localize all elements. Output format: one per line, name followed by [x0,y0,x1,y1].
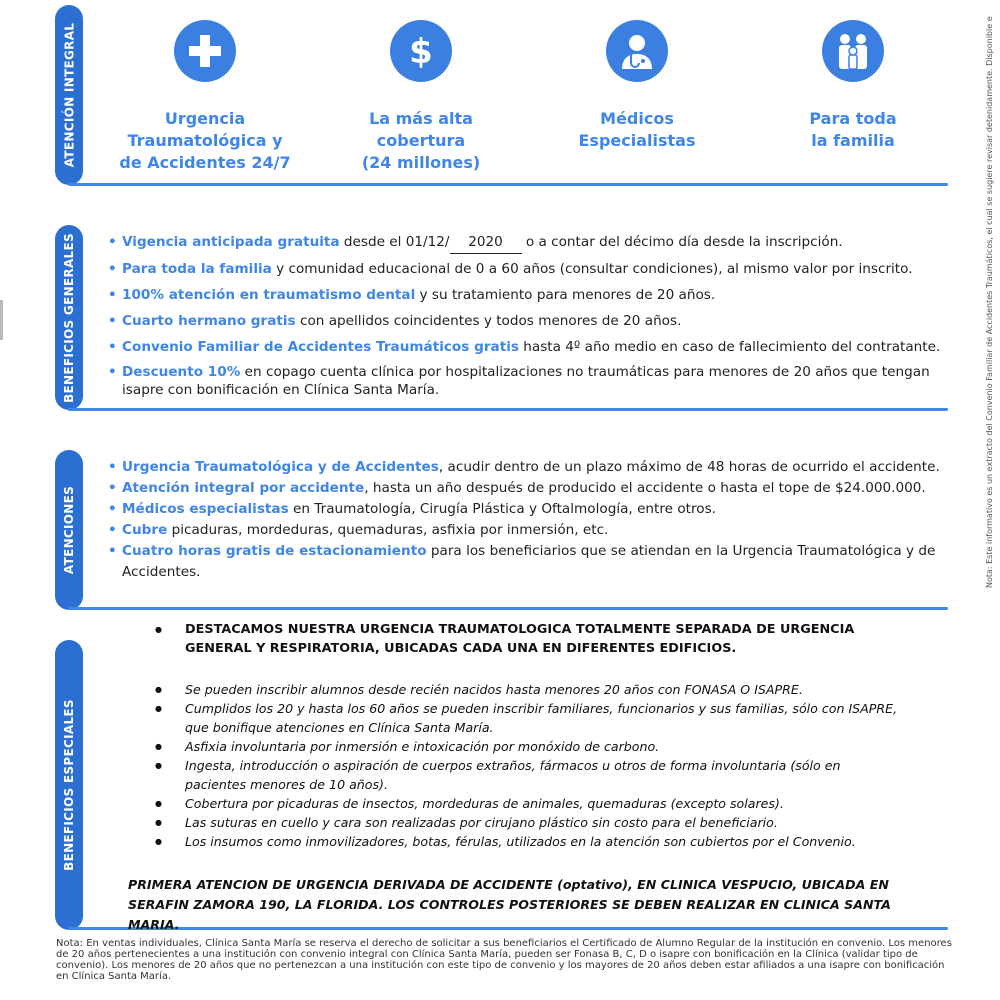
list-item: ● Cobertura por picaduras de insectos, mordeduras de animales, quemaduras (excepto solares). [145,794,905,813]
divider [68,408,948,411]
list-item: • Médicos especialistas en Traumatología, Cirugía Plástica y Oftalmología, entre otros. [108,499,968,520]
feature-label: Para toda la familia [809,109,897,150]
list-item: ● DESTACAMOS NUESTRA URGENCIA TRAUMATOLOGICA TOTALMENTE SEPARADA DE URGENCIA GENERAL Y RESPIRATORIA, UBICADAS CADA UNA EN DIFERENTES EDIFICIOS. [145,620,905,658]
footnote: Nota: En ventas individuales, Clínica Santa María se reserva el derecho de solicitar a sus beneficiarios el Certificado de Alumno Regular de la institución en convenio. Los menores de 20 años pertenecientes a una institución con convenio integral con Clínica Santa María, pueden ser Fonasa B, C, D o isapre con bonificación en la Clínica (validar tipo de convenio). Los menores de 20 años que no pertenezcan a una institución con este tipo de convenio y los mayores de 20 años deben estar afiliados a una isapre con bonificación en Clínica Santa María. [56,938,952,982]
divider [68,607,948,610]
section-title: ATENCIÓN INTEGRAL [62,22,76,168]
date-year-field: 2020 [450,232,522,254]
section-title: ATENCIONES [62,485,77,575]
family-icon [822,20,884,82]
list-item: • Vigencia anticipada gratuita desde el 01/12/ 2020 o a contar del décimo día desde la inscripción. [108,232,968,254]
feature-label: La más alta cobertura (24 millones) [361,109,481,172]
list-item: • Para toda la familia y comunidad educacional de 0 a 60 años (consultar condiciones), al mismo valor por inscrito. [108,259,968,280]
side-note: Nota: Este informativo es un extracto del Convenio Familiar de Accidentes Traumáticos, el cual se sugiere revisar detenidamente. Disponible e [985,16,994,588]
list-item: • Atención integral por accidente, hasta un año después de producido el accidente o hasta el tope de $24.000.000. [108,478,968,499]
section-tab-integral [55,5,83,185]
list-item: • Convenio Familiar de Accidentes Traumáticos gratis hasta 4º año medio en caso de fallecimiento del contratante. [108,337,968,358]
final-note: PRIMERA ATENCION DE URGENCIA DERIVADA DE ACCIDENTE (optativo), EN CLINICA VESPUCIO, UBICADA EN SERAFIN ZAMORA 190, LA FLORIDA. LOS CONTROLES POSTERIORES SE DEBEN REALIZAR EN CLINICA SANTA MARIA. [128,877,891,932]
divider [68,183,948,186]
section-title: BENEFICIOS ESPECIALES [62,699,76,871]
section-tab-atenciones [55,450,83,610]
list-item: • Urgencia Traumatológica y de Accidentes, acudir dentro de un plazo máximo de 48 horas de ocurrido el accidente. [108,457,968,478]
list-item: • Cubre picaduras, mordeduras, quemaduras, asfixia por inmersión, etc. [108,520,968,541]
list-item: • Cuatro horas gratis de estacionamiento para los beneficiarios que se atiendan en la Urgencia Traumatológica y de Accidentes. [108,541,968,583]
section-title: BENEFICIOS GENERALES [62,232,76,403]
list-item: • 100% atención en traumatismo dental y su tratamiento para menores de 20 años. [108,285,968,306]
doctor-icon [606,20,668,82]
list-item: ● Asfixia involuntaria por inmersión e intoxicación por monóxido de carbono. [145,737,905,756]
generales-list [108,232,968,399]
list-item: ● Cumplidos los 20 y hasta los 60 años se pueden inscribir familiares, funcionarios y sus familias, sólo con ISAPRE, que bonifique atenciones en Clínica Santa María. [145,699,905,737]
especiales-list [145,680,905,851]
atenciones-list [108,457,968,583]
section-tab-especiales [55,640,83,930]
feature-label: Médicos Especialistas [578,109,696,150]
medical-cross-icon [174,20,236,82]
especiales-destacado [145,620,905,658]
list-item: ● Las suturas en cuello y cara son realizadas por cirujano plástico sin costo para el beneficiario. [145,813,905,832]
feature-medicos [537,20,737,152]
list-item: ● Se pueden inscribir alumnos desde recién nacidos hasta menores 20 años con FONASA O ISAPRE. [145,680,905,699]
list-item: • Descuento 10% en copago cuenta clínica por hospitalizaciones no traumáticas para menores de 20 años que tengan isapre con bonificación en Clínica Santa María. [108,363,968,399]
feature-label: Urgencia Traumatológica y de Accidentes 24/7 [119,109,291,172]
feature-familia [753,20,953,152]
list-item: ● Ingesta, introducción o aspiración de cuerpos extraños, fármacos u otros de forma involuntaria (sólo en pacientes menores de 10 años). [145,756,905,794]
margin-mark [0,300,3,340]
list-item: • Cuarto hermano gratis con apellidos coincidentes y todos menores de 20 años. [108,311,968,332]
section-tab-generales [55,225,83,410]
dollar-icon [390,20,452,82]
feature-urgencia [105,20,305,174]
list-item: ● Los insumos como inmovilizadores, botas, férulas, utilizados en la atención son cubiertos por el Convenio. [145,832,905,851]
svg-text:$: $ [409,32,433,71]
feature-cobertura [321,20,521,174]
